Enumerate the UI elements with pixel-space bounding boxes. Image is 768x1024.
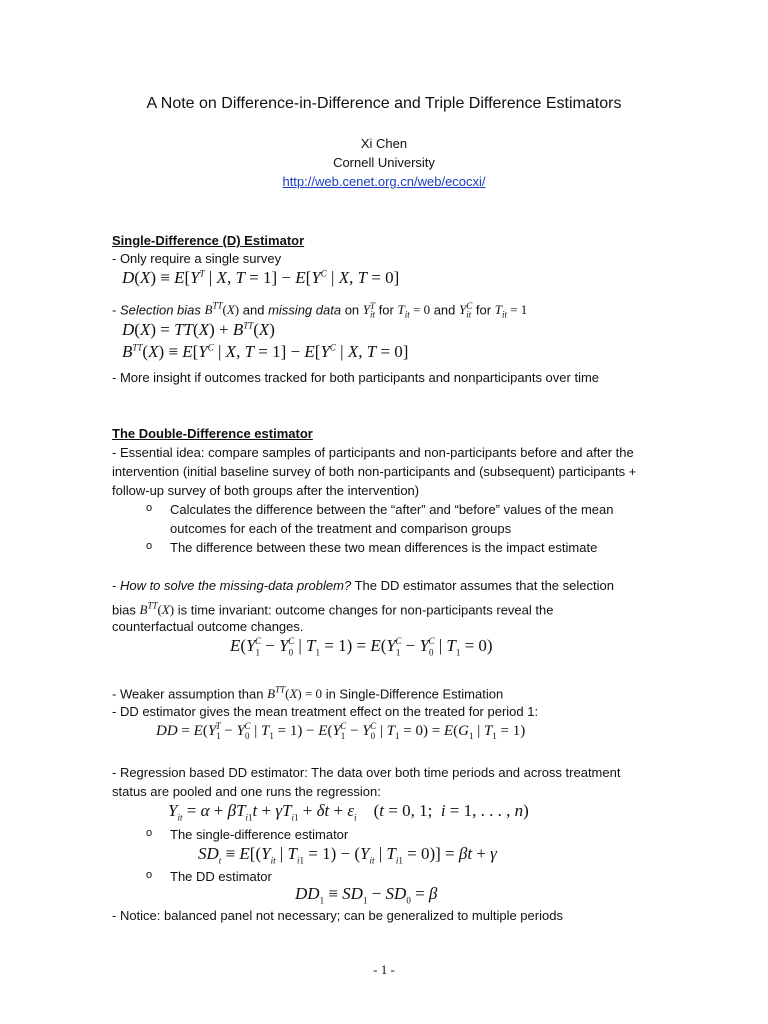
sb-label: Selection bias: [119, 302, 201, 318]
equation-bias: $B^{TT}(X) \equiv E[Y^C$ | X, $T = 1] - E[Y^C$ | X, T = 0]: [122, 342, 409, 361]
text-notice: - Notice: balanced panel not necessary; can be generalized to multiple periods: [112, 908, 563, 923]
page-number: - 1 -: [373, 962, 395, 977]
author-affiliation: Cornell University: [333, 155, 435, 170]
text-counterfactual: counterfactual outcome changes.: [112, 619, 304, 634]
section-heading-double-difference: The Double-Difference estimator: [112, 426, 313, 441]
equation-dd: DD = $E(Y_1^T - Y_0^C$ | $T_1 = 1) - E(Y_1^C - Y_0^C$ | $T_1 = 0) = E(G_1$ | $T_1 = 1$): [156, 721, 526, 741]
text-single-survey: - Only require a single survey: [112, 251, 282, 266]
equation-dd1: $DD_1 \equiv SD_1 - SD_0 = \beta$: [295, 884, 438, 906]
text-bias-invariant: bias $B^{TT}(X)$ is time invariant: outcome changes for non-participants reveal the: [112, 601, 554, 618]
sb-dash: -: [112, 302, 120, 318]
sb-for2: for: [475, 302, 492, 318]
text-missing-data-question: [112, 576, 614, 595]
sb-and2: and: [433, 302, 456, 318]
q-dash: -: [112, 578, 120, 593]
sb-for1: for: [378, 302, 394, 318]
bullet-marker: o: [146, 502, 153, 514]
bullet-dd-estimator: The DD estimator: [170, 869, 272, 884]
q-italic: How to solve the missing-data problem?: [119, 578, 352, 593]
q-rest2: is time invariant: outcome changes for non-participants reveal the: [177, 602, 554, 618]
page-title: A Note on Difference-in-Difference and Triple Difference Estimators: [146, 95, 622, 112]
bullet-marker: o: [146, 869, 153, 881]
author-url-link[interactable]: http://web.cenet.org.cn/web/ecocxi/: [282, 174, 486, 189]
author-name: Xi Chen: [360, 136, 408, 151]
text-dd-gives: - DD estimator gives the mean treatment effect on the treated for period 1:: [112, 704, 539, 719]
equation-regression: $Y_{it} = \alpha + \beta T_{i1}t + \gamma T_{i1} + \delta t + \varepsilon_i$ (t = 0, 1; i = 1, . . . , n): [168, 801, 529, 823]
weaker-1: - Weaker assumption than: [112, 686, 264, 702]
sb-on: on: [344, 302, 360, 318]
q-bias: bias: [112, 602, 136, 618]
text-weaker-assumption: - Weaker assumption than $B^{TT}(X) = 0$ in Single-Difference Estimation: [112, 685, 504, 702]
bullet-impact-estimate: The difference between these two mean differences is the impact estimate: [170, 540, 598, 555]
equation-d-of-x: $D(X) \equiv E[Y^T$ | X, $T = 1] - E[Y^C$ | X, T = 0]: [122, 268, 400, 287]
equation-sd: $SD_t \equiv E[(Y_{it}$ | $T_{i1} = 1) - (Y_{it}$ | $T_{i1} = 0)] = \beta t + \gamma$: [198, 844, 497, 866]
text-regression: - Regression based DD estimator: The data over both time periods and across treatment status are pooled and one runs the regression:: [112, 765, 621, 799]
section-heading-single-difference: Single-Difference (D) Estimator: [112, 233, 305, 248]
text-more-insight: - More insight if outcomes tracked for both participants and nonparticipants over time: [112, 370, 600, 385]
equation-parallel-trends: $E(Y_1^C - Y_0^C$ | $T_1 = 1) = E(Y_1^C - Y_0^C$ | $T_1 = 0$): [230, 636, 493, 658]
bullet-marker: o: [146, 827, 153, 839]
text-essential-idea: - Essential idea: compare samples of participants and non-participants before and after the intervention (initial baseline survey of both non-participants and (subsequent) participants + follow-up survey of both groups after the intervention): [112, 445, 637, 498]
sb-missing: missing data: [268, 302, 342, 318]
equation-d-decomposition: $D(X) = TT(X) + B^{TT}(X)$: [122, 320, 275, 339]
q-rest1: The DD estimator assumes that the selection: [351, 578, 614, 593]
bullet-calculates: Calculates the difference between the “after” and “before” values of the mean outcomes for each of the treatment and comparison groups: [170, 502, 614, 536]
sb-and: and: [242, 302, 265, 318]
weaker-2: in Single-Difference Estimation: [325, 686, 504, 702]
bullet-single-difference: The single-difference estimator: [170, 827, 349, 842]
bullet-marker: o: [146, 540, 153, 552]
text-selection-bias: - Selection bias $B^{TT}(X)$ and missing data on $Y_{it}^T$ for $T_{it} = 0$ and $Y_{it}^C$ for $T_{it} = 1$: [112, 301, 528, 320]
author-url-row: [0, 174, 768, 189]
